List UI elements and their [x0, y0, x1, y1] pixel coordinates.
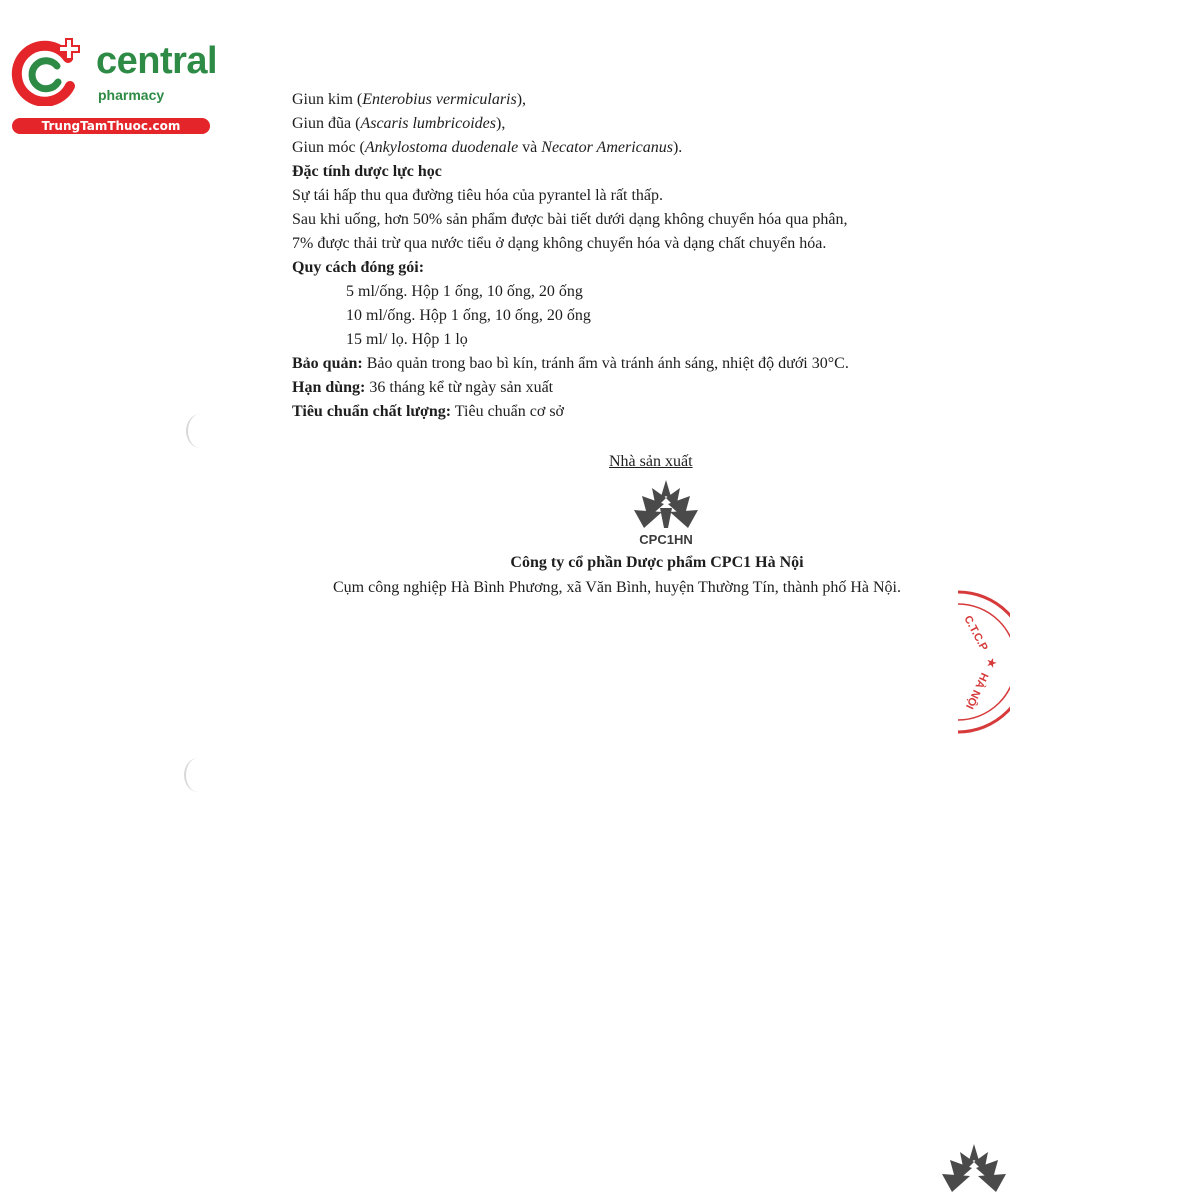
worm-line-pinworm: Giun kim (Enterobius vermicularis), — [292, 91, 527, 108]
shelf-life-line: Hạn dùng: 36 tháng kể từ ngày sản xuất — [292, 379, 554, 396]
company-name: Công ty cổ phần Dược phẩm CPC1 Hà Nội — [510, 554, 804, 571]
worm-line-hookworm: Giun móc (Ankylostoma duodenale và Necator Americanus). — [292, 139, 683, 156]
binder-hole-mark — [184, 758, 212, 792]
quality-standard-line: Tiêu chuẩn chất lượng: Tiêu chuẩn cơ sở — [292, 403, 565, 420]
manufacturer-heading: Nhà sản xuất — [609, 453, 693, 470]
pharmacokinetics-line: Sau khi uống, hơn 50% sản phẩm được bài tiết dưới dạng không chuyển hóa qua phân, — [292, 211, 848, 228]
binder-hole-mark — [186, 414, 214, 448]
brand-watermark — [10, 36, 218, 136]
company-address: Cụm công nghiệp Hà Bình Phương, xã Văn Bình, huyện Thường Tín, thành phố Hà Nội. — [332, 579, 901, 596]
brand-subtitle: pharmacy — [98, 87, 165, 103]
brand-website: TrungTamThuoc.com — [12, 118, 210, 134]
packaging-heading: Quy cách đóng gói: — [292, 259, 425, 276]
pharmacy-cross-logo-icon — [10, 36, 90, 106]
svg-text:★: ★ — [985, 658, 997, 668]
storage-line: Bảo quản: Bảo quản trong bao bì kín, tránh ẩm và tránh ánh sáng, nhiệt độ dưới 30°C. — [292, 355, 849, 372]
company-stamp-icon — [950, 588, 1010, 738]
pharmacokinetics-line: 7% được thải trừ qua nước tiểu ở dạng không chuyển hóa và dạng chất chuyển hóa. — [292, 235, 827, 252]
worm-line-roundworm: Giun đũa (Ascaris lumbricoides), — [292, 115, 506, 132]
pharmacokinetics-heading: Đặc tính dược lực học — [292, 163, 442, 180]
cpc1hn-logo-partial-icon — [936, 1142, 1012, 1200]
packaging-item: 15 ml/ lọ. Hộp 1 lọ — [346, 331, 468, 348]
pharmacokinetics-line: Sự tái hấp thu qua đường tiêu hóa của pyrantel là rất thấp. — [292, 187, 664, 204]
packaging-item: 5 ml/ống. Hộp 1 ống, 10 ống, 20 ống — [346, 283, 583, 300]
brand-name: central — [96, 40, 218, 82]
svg-text:HÀ NỘI: HÀ NỘI — [963, 670, 991, 711]
packaging-item: 10 ml/ống. Hộp 1 ống, 10 ống, 20 ống — [346, 307, 591, 324]
cpc1hn-logo-icon — [628, 478, 704, 548]
svg-text:C.T.C.P: C.T.C.P — [961, 613, 990, 653]
document-body — [292, 88, 972, 424]
cpc1hn-logo-text: CPC1HN — [639, 532, 693, 547]
